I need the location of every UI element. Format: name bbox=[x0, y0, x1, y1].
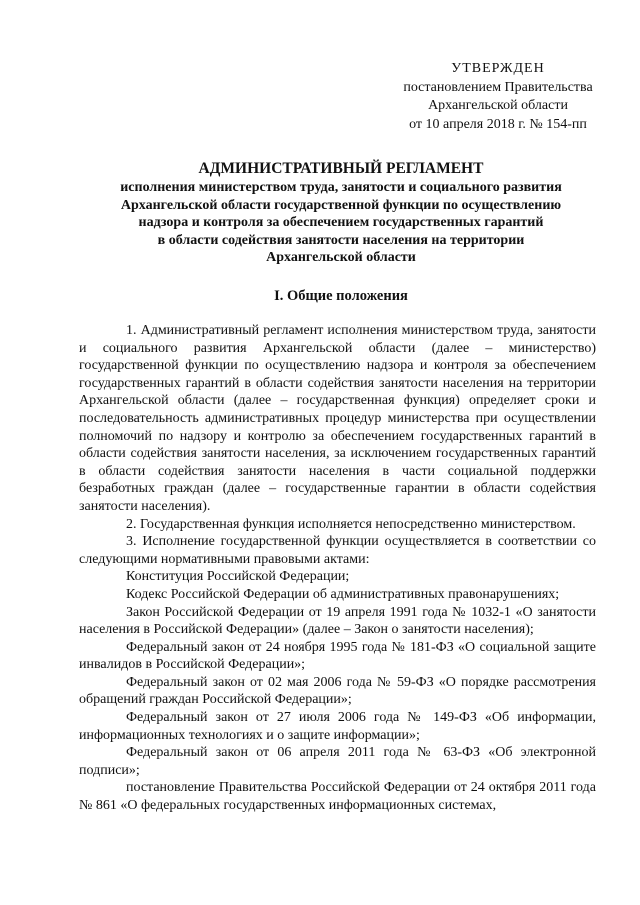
document-title bbox=[100, 160, 582, 266]
paragraph: Федеральный закон от 02 мая 2006 года № 59-ФЗ «О порядке рассмотрения обращений граждан Российской Федерации»; bbox=[79, 674, 596, 708]
document-title-main: АДМИНИСТРАТИВНЫЙ РЕГЛАМЕНТ bbox=[198, 160, 484, 177]
document-subtitle-line: надзора и контроля за обеспечением государственных гарантий bbox=[138, 215, 544, 231]
paragraph: 3. Исполнение государственной функции осуществляется в соответствии со следующими нормативными правовыми актами: bbox=[79, 534, 596, 567]
paragraph: Федеральный закон от 24 ноября 1995 года № 181-ФЗ «О социальной защите инвалидов в Российской Федерации»; bbox=[79, 639, 596, 673]
approval-line: постановлением Правительства bbox=[403, 79, 593, 95]
approval-stamp bbox=[384, 60, 612, 134]
document-subtitle-line: в области содействия занятости населения на территории bbox=[157, 232, 525, 248]
document-subtitle-line: Архангельской области государственной функции по осуществлению bbox=[120, 197, 562, 213]
paragraph: Кодекс Российской Федерации об административных правонарушениях; bbox=[126, 586, 560, 602]
document-subtitle-line: исполнения министерством труда, занятости и социального развития bbox=[120, 180, 562, 196]
document-body bbox=[79, 322, 596, 815]
paragraph: постановление Правительства Российской Федерации от 24 октября 2011 года № 861 «О федеральных государственных информационных системах, bbox=[79, 780, 596, 814]
approval-heading: УТВЕРЖДЕН bbox=[451, 61, 545, 76]
approval-line: Архангельской области bbox=[428, 98, 568, 113]
document-subtitle-line: Архангельской области bbox=[266, 250, 416, 266]
paragraph: Конституция Российской Федерации; bbox=[126, 569, 350, 585]
paragraph: Закон Российской Федерации от 19 апреля 1991 года № 1032-1 «О занятости населения в Российской Федерации» (далее – Закон о занятости населения); bbox=[79, 604, 596, 638]
paragraph: 2. Государственная функция исполняется непосредственно министерством. bbox=[126, 516, 576, 532]
paragraph: 1. Административный регламент исполнения министерством труда, занятости и социального развития Архангельской области (далее – министерство) государственной функции по осуществлению надзора и контроля за обеспечением государственных гарантий в области содействия занятости населения на территории Архангельской области (далее – государственная функция) определяет сроки и последовательность административных процедур министерства при осуществлении полномочий по надзору и контролю за обеспечением государственных гарантий в области содействия занятости населения, за исключением государственных гарантий в области содействия занятости населения в части социальной поддержки безработных граждан (далее – государственные гарантии в области содействия занятости населения). bbox=[79, 323, 596, 514]
approval-line: от 10 апреля 2018 г. № 154-пп bbox=[409, 116, 587, 132]
section-heading: I. Общие положения bbox=[274, 288, 408, 304]
paragraph: Федеральный закон от 06 апреля 2011 года № 63-ФЗ «Об электронной подписи»; bbox=[79, 745, 596, 778]
paragraph: Федеральный закон от 27 июля 2006 года № 149-ФЗ «Об информации, информационных технологиях и о защите информации»; bbox=[79, 710, 596, 743]
